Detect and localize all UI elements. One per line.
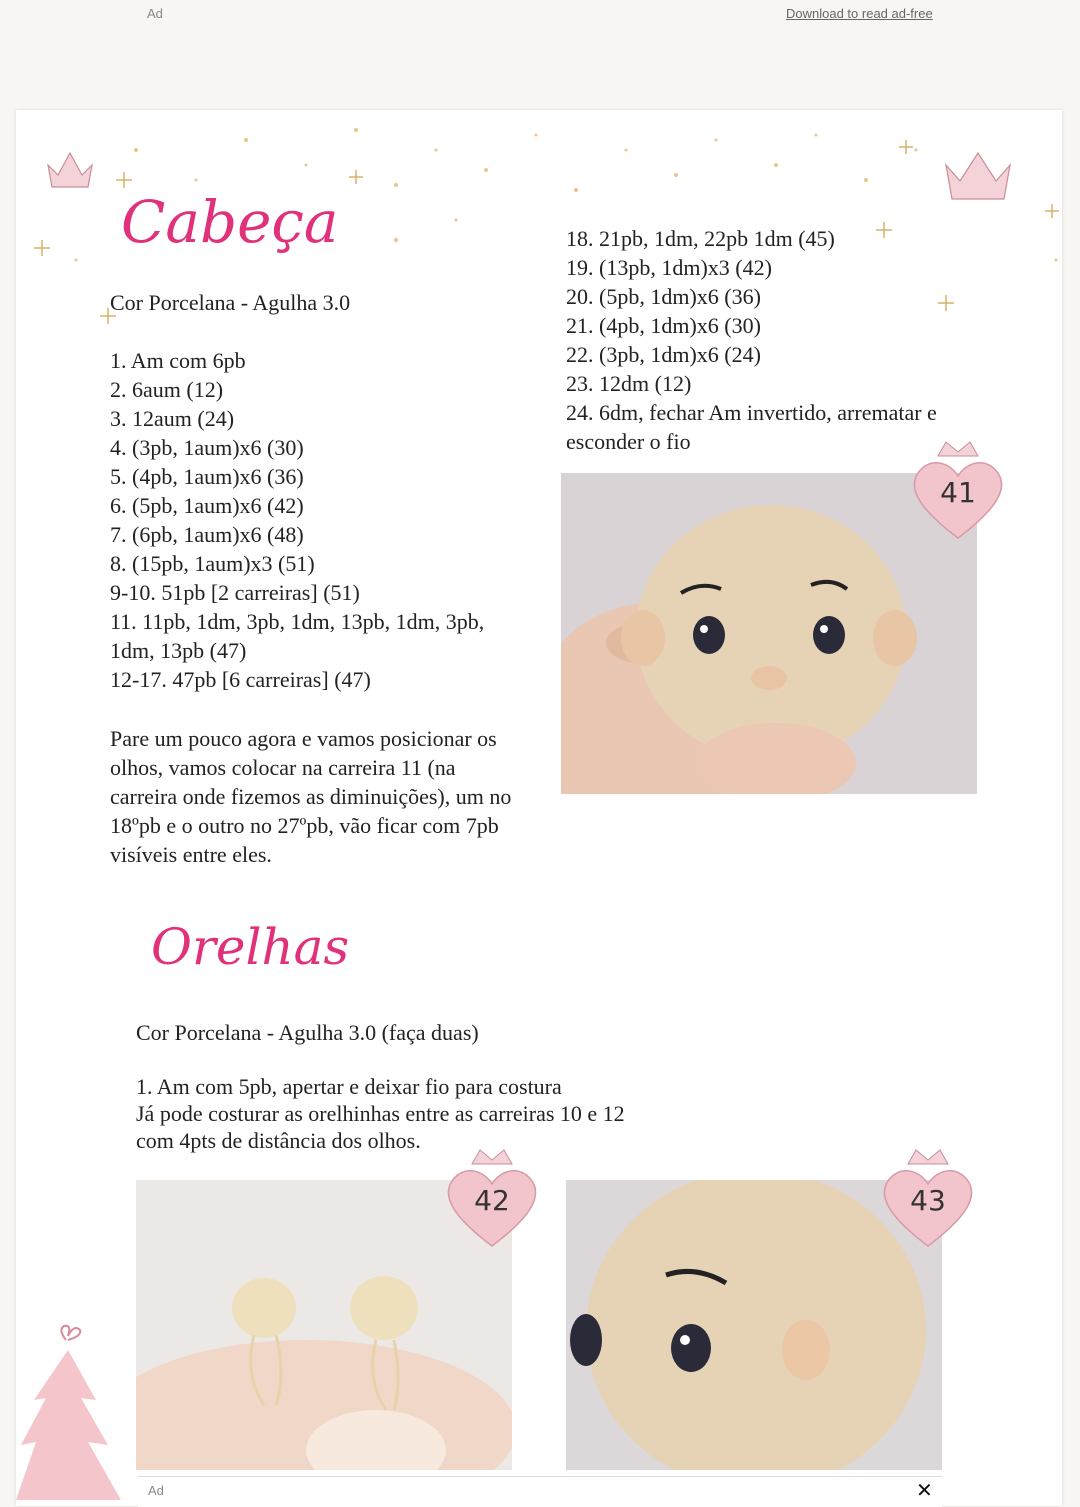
step-line: 7. (6pb, 1aum)x6 (48) — [110, 522, 304, 547]
note-line: carreira onde fizemos as diminuições), um no — [110, 784, 512, 809]
heart-badge-43 — [878, 1136, 978, 1256]
cabeca-title: Cabeça — [121, 188, 339, 256]
top-ad-bar — [0, 0, 1080, 100]
note-line: olhos, vamos colocar na carreira 11 (na — [110, 755, 456, 780]
instruction-line: com 4pts de distância dos olhos. — [136, 1128, 421, 1153]
cabeca-steps-left — [110, 346, 550, 694]
cabeca-note — [110, 724, 550, 869]
cabeca-subtitle: Cor Porcelana - Agulha 3.0 — [110, 290, 351, 315]
note-line: Pare um pouco agora e vamos posicionar os — [110, 726, 497, 751]
step-line: 12-17. 47pb [6 carreiras] (47) — [110, 667, 371, 692]
document-page — [16, 110, 1062, 1506]
step-line: 8. (15pb, 1aum)x3 (51) — [110, 551, 315, 576]
step-line: 19. (13pb, 1dm)x3 (42) — [566, 255, 772, 280]
photo-number: 42 — [474, 1184, 510, 1217]
bottom-ad-bar — [138, 1476, 942, 1507]
orelhas-instructions — [136, 1073, 696, 1154]
step-line: 4. (3pb, 1aum)x6 (30) — [110, 435, 304, 460]
note-line: visíveis entre eles. — [110, 842, 272, 867]
instruction-line: Já pode costurar as orelhinhas entre as carreiras 10 e 12 — [136, 1101, 625, 1126]
step-line: 2. 6aum (12) — [110, 377, 224, 402]
cabeca-steps-right — [566, 224, 1006, 456]
close-ad-button[interactable]: ✕ — [916, 1478, 933, 1502]
ad-label: Ad — [147, 6, 163, 21]
instruction-line: 1. Am com 5pb, apertar e deixar fio para costura — [136, 1074, 562, 1099]
step-line: 5. (4pb, 1aum)x6 (36) — [110, 464, 304, 489]
photo-number: 41 — [940, 476, 976, 509]
step-line: 1dm, 13pb (47) — [110, 638, 247, 663]
download-ad-free-link[interactable]: Download to read ad-free — [786, 6, 933, 21]
heart-badge-41 — [908, 428, 1008, 548]
step-line: 6. (5pb, 1aum)x6 (42) — [110, 493, 304, 518]
step-line: esconder o fio — [566, 429, 691, 454]
step-line: 22. (3pb, 1dm)x6 (24) — [566, 342, 761, 367]
ad-label: Ad — [148, 1483, 164, 1498]
step-line: 21. (4pb, 1dm)x6 (30) — [566, 313, 761, 338]
heart-badge-42 — [442, 1136, 542, 1256]
orelhas-title: Orelhas — [151, 918, 350, 976]
step-line: 9-10. 51pb [2 carreiras] (51) — [110, 580, 360, 605]
note-line: 18ºpb e o outro no 27ºpb, vão ficar com 7pb — [110, 813, 499, 838]
step-line: 1. Am com 6pb — [110, 348, 246, 373]
photo-number: 43 — [910, 1184, 946, 1217]
step-line: 24. 6dm, fechar Am invertido, arrematar e — [566, 400, 937, 425]
step-line: 3. 12aum (24) — [110, 406, 235, 431]
step-line: 11. 11pb, 1dm, 3pb, 1dm, 13pb, 1dm, 3pb, — [110, 609, 485, 634]
christmas-tree-icon — [16, 1320, 136, 1506]
orelhas-subtitle: Cor Porcelana - Agulha 3.0 (faça duas) — [136, 1020, 479, 1045]
step-line: 18. 21pb, 1dm, 22pb 1dm (45) — [566, 226, 835, 251]
step-line: 20. (5pb, 1dm)x6 (36) — [566, 284, 761, 309]
step-line: 23. 12dm (12) — [566, 371, 692, 396]
